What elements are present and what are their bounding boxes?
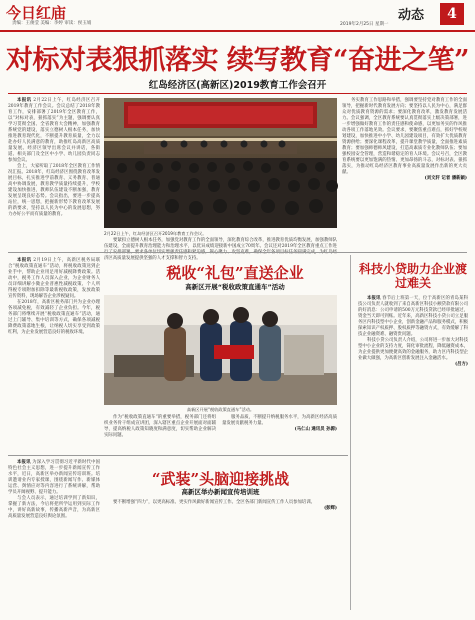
column-rule bbox=[350, 255, 351, 610]
story2-text3: 作为“税收政策直通车”的重要举措，税务部门还将组织业务骨干组成宣讲团，深入辖区重点企业开展面对面辅导，提高纳税人政策知晓度和满意度，切实帮助企业解决实际问题。 bbox=[104, 415, 216, 438]
story3-col bbox=[358, 296, 468, 610]
story3-text2: 科技小贷公司负责人介绍，公司将进一步加大对科技型中小企业的支持力度，简化审批流程，降低融资成本，为企业提供更加便捷高效的金融服务，助力区内科技型企业做大做强，为高新区创新发展注入金融活水。 bbox=[358, 338, 468, 361]
article-divider-2 bbox=[8, 455, 348, 456]
headline-rule bbox=[8, 93, 467, 94]
story4-col1 bbox=[8, 460, 100, 610]
issue-date: 2019年2月25日 星期一 bbox=[340, 22, 389, 27]
story2-text4: 服务品质，不断提升纳税服务水平，为高新区经济高质量发展贡献税务力量。 bbox=[222, 415, 337, 426]
main-story-col2 bbox=[104, 238, 337, 261]
story2-col1 bbox=[8, 258, 100, 450]
main-story-text4: 务实教育工作思路和举措，强调要坚持党对教育工作的全面领导，把握新时代教育发展方向；要坚持以人民为中心，满足群众对优质教育资源的需求；要深化教育改革，激发教育发展活力。会议强调，全区教育系统要认真贯彻落实上级决策部署，进一步增强做好教育工作的责任感和使命感，以更加务实的作风推动各项工作落地见效。会议要求，要聚焦重点难点，抓好学校规划建设，加快推进中小学、幼儿园建设项目，有效扩大优质教育资源供给；要深化课程改革，提升课堂教学质量，全面推进素质教育；要加强师德师风建设，打造高素质专业化教师队伍；要加强校园安全管理，营造和谐稳定的育人环境。会议号召，全区教育系统要以更加饱满的热情、更加昂扬的斗志，对标对表、狠抓落实，为推动红岛经济区教育事业高质量发展作出新的更大贡献。 bbox=[342, 98, 467, 175]
story4-signature: (彭辉) bbox=[324, 506, 337, 511]
article-divider bbox=[8, 252, 467, 253]
byline-lead: 本报讯 bbox=[17, 98, 32, 103]
story4-text3: 要不断增强“四力”，以更高标准、更实作风做好新闻宣传工作。全区各部门新闻宣传工作人员参加培训。 bbox=[113, 500, 316, 505]
story3-lead: 本报讯 bbox=[367, 296, 381, 301]
story4-lead: 本报讯 bbox=[17, 460, 31, 465]
story4-col2 bbox=[104, 500, 337, 610]
story3-headline: 科技小贷助力企业渡过难关 bbox=[358, 262, 467, 290]
story2-col3 bbox=[104, 415, 216, 453]
photo-caption: 2月22日上午，红岛经济区召开2019年教育工作会议。 bbox=[104, 231, 207, 236]
story2-col4 bbox=[222, 415, 337, 453]
main-story-right-col bbox=[342, 98, 467, 248]
masthead-rule bbox=[0, 30, 475, 32]
story2-headline: 税收“礼包”直送企业 bbox=[166, 264, 304, 282]
tax-service-photo bbox=[104, 295, 337, 405]
story2-text: 2月19日上午，高新区税务局联合“税收政策直通车”活动，将税收政策送到企业手中，帮助企业用足用好减税降费政策。活动中，税务工作人员深入企业，为企业财务人员详细讲解小微企业普惠性减税政策、个人所得税专项附加扣除等最新税收政策，发放政策宣传资料，现场解答企业涉税疑问。 bbox=[8, 258, 100, 299]
newspaper-logo: 今日红庙 bbox=[6, 4, 67, 22]
main-story-text: 2月22日上午，红岛经济区召开2019年教育工作会议。会议总结了2018年教育工作，安排部署了2019年全区教育工作，以“对标对表，狠抓落实”为主题，强调要认真学习贯彻全国、全省教育大会精神，加强教育系统党的建设，落实立德树人根本任务，加快推进教育现代化，不断提升教育质量，全力以赴办好人民满意的教育，助推红岛高新区高质量发展。经济区领导出席会议并讲话，各街道、相关部门及全区中小学、幼儿园负责同志参加会议。 bbox=[8, 98, 100, 163]
main-story-col1 bbox=[8, 98, 100, 250]
main-story-signature: (刘文轩 记者 潘新颖) bbox=[424, 176, 467, 181]
story3-signature: (吕方) bbox=[455, 362, 468, 367]
main-story-text2: 会上，大家听取了2018年全区教育工作情况汇报。2018年，红岛经济区围绕教育改革发展目标，扎实推进学前教育、义务教育、普通高中协调发展，教育教学质量持续提升，学校建设加快推进，教师队伍建设不断加强，教育发展呈现良好态势。会议指出，要进一步提高站位，统一思想，把握新形势下教育改革发展的新要求，坚持以人民为中心的发展思想，努力办好公平而有质量的教育。 bbox=[8, 164, 100, 217]
editor-line: 责编：王俊莹 美编：李婷 审读：侯玉娟 bbox=[12, 21, 92, 26]
story4-text2: 与会人员表示，通过培训学到了新知识，掌握了新方法，今后将把所学运用到实际工作中，讲好高新故事，传播高新声音，为高新区高质量发展营造良好舆论氛围。 bbox=[8, 496, 100, 519]
story2-lead: 本报讯 bbox=[17, 258, 32, 263]
story2-subhead: 高新区开展“税收政策直通车”活动 bbox=[185, 283, 285, 291]
story4-text: 为深入学习贯彻习近平新时代中国特色社会主义思想，进一步提升新闻宣传工作水平，近日，高新区举办新闻宣传培训班。培训邀请业内专家授课，围绕新闻写作、新媒体运营、舆情应对等内容进行了系统讲解，帮助学员开阔视野、提升能力。 bbox=[8, 460, 100, 495]
main-headline: 对标对表狠抓落实 续写教育“奋进之笔” bbox=[6, 45, 469, 76]
meeting-photo bbox=[104, 98, 337, 228]
page-number: 4 bbox=[440, 3, 464, 25]
main-subhead: 红岛经济区(高新区)2019教育工作会召开 bbox=[148, 80, 327, 91]
main-story-text3: 要紧扣立德树人根本任务，加强党对教育工作的全面领导，深化教育综合改革，推进教育优质均衡发展，加强教师队伍建设，全面提升教育治理能力和治理水平，以优异成绩迎接新中国成立70周年。会议还对2019年全区教育重点工作进 济区高质量发展提供坚强的人才支撑和智力支持。 bbox=[104, 238, 337, 261]
story2-text2: 在2018年，高新区税务部门共为企业办理各项减免税，有效减轻了企业负担。今年，税务部门将继续开展“税收政策直通车”活动，通过上门辅导、集中培训等方式，确保各项减税降费政策落地生根，让纳税人切实享受到政策红利，为企业发展营造良好的税收环境。 bbox=[8, 300, 100, 335]
story3-text: 春节后上班第一天，位于高新区的青岛某科技公司负责人就收到了来自高新区科技小额贷款有限公司的好消息：公司申请的500万元科技贷款已经审批通过，资金当天即可到账。近年来，高新区科技小贷公司立足服务区内科技型中小企业，创新金融产品和服务模式，积极探索知识产权质押、股权质押等融资方式，有效缓解了科技企业融资难、融资贵问题。 bbox=[358, 296, 468, 337]
story4-headline: “武装”头脑迎接挑战 bbox=[151, 470, 290, 488]
tax-photo-caption: 高新区开展“税收政策直通车”活动。 bbox=[186, 407, 255, 412]
section-name: 动态 bbox=[398, 8, 425, 23]
story4-subhead: 高新区举办新闻宣传培训班 bbox=[181, 488, 260, 496]
story2-signature: (马仁山 通讯员 孙源) bbox=[294, 427, 337, 432]
